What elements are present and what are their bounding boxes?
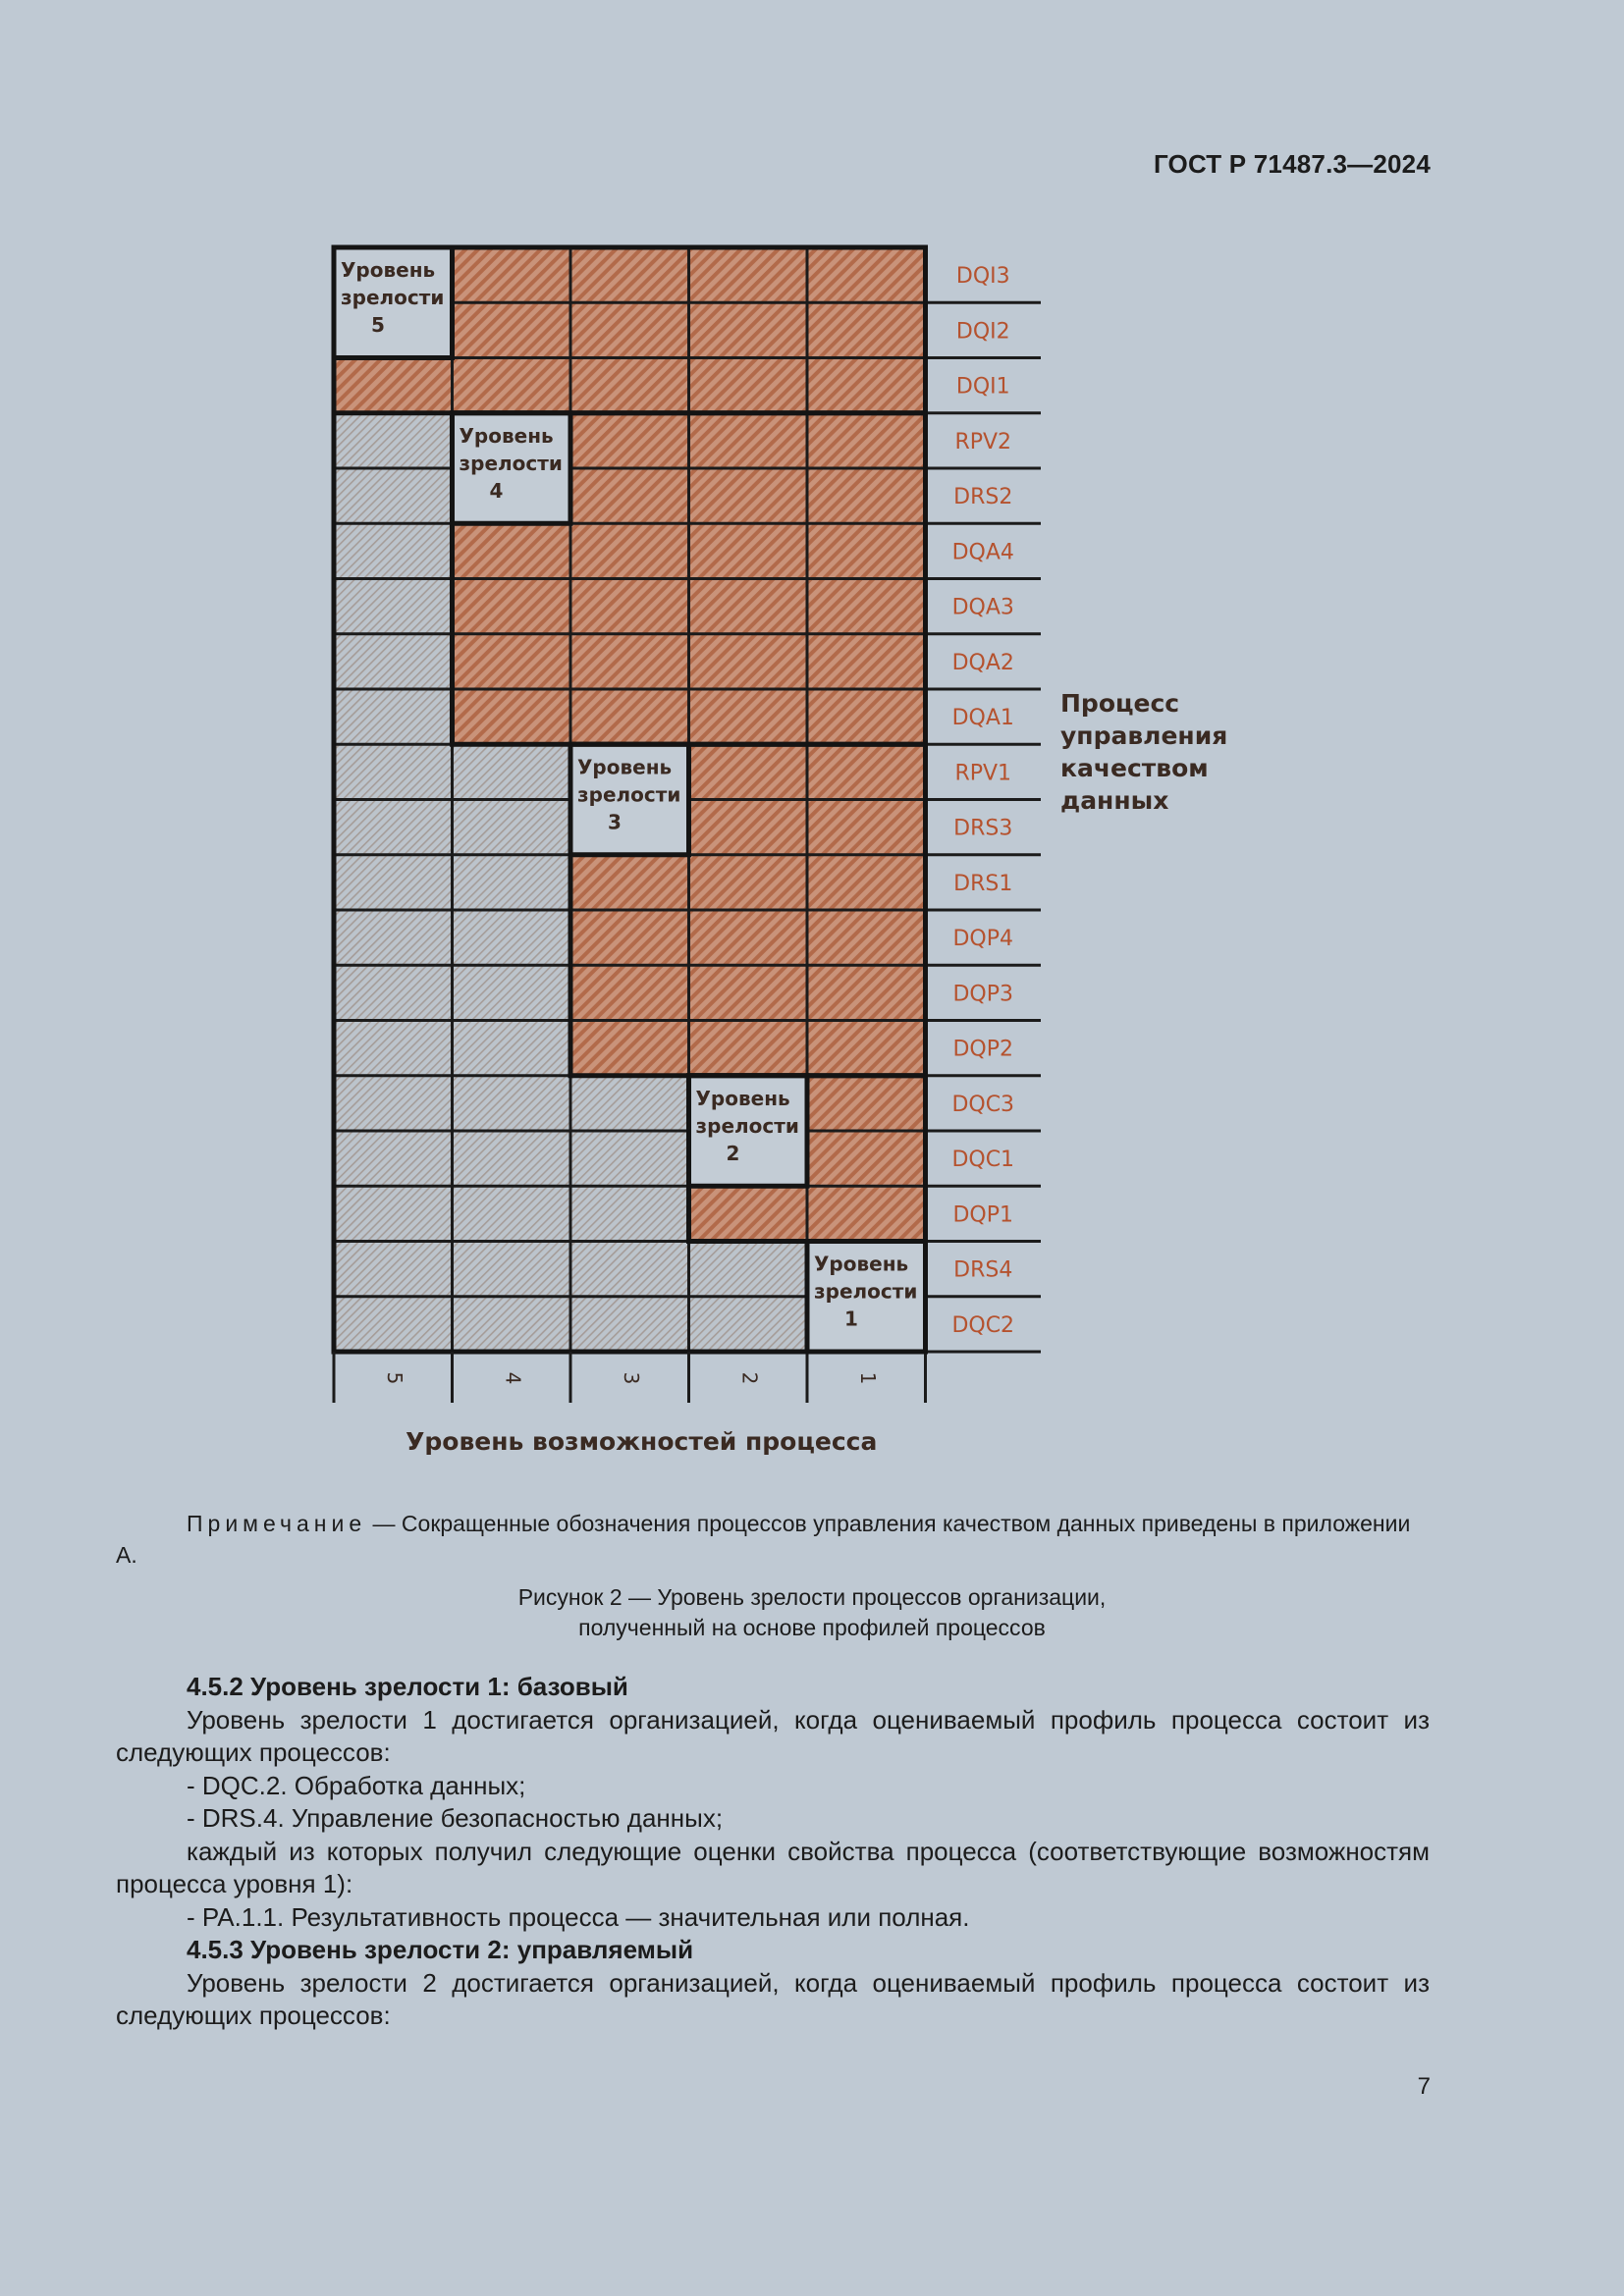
- row-label-RPV1: RPV1: [954, 761, 1012, 786]
- cell-DQI2-level-4: [453, 302, 571, 357]
- cell-DQA1-level-2: [689, 689, 808, 744]
- cell-DQP1-level-1: [807, 1186, 926, 1241]
- caption-line-2: полученный на основе профилей процессов: [578, 1615, 1046, 1640]
- y-axis-title-line: управления: [1060, 721, 1228, 750]
- cell-DQA4-level-1: [807, 523, 926, 578]
- maturity-level-4-number: 4: [489, 478, 504, 503]
- maturity-level-2-label-line-2: зрелости: [695, 1113, 799, 1138]
- cell-RPV2-level-3: [570, 413, 689, 468]
- cell-DQA3-level-4: [453, 579, 571, 634]
- x-tick-label-2: 2: [737, 1371, 762, 1385]
- cell-DRS2-level-3: [570, 468, 689, 523]
- caption-line-1: Рисунок 2 — Уровень зрелости процессов организации,: [517, 1584, 1107, 1610]
- cell-DRS4-level-3: [570, 1242, 689, 1297]
- cell-DQA2-level-2: [689, 634, 808, 689]
- body-text: [116, 1671, 1430, 2033]
- cell-DQC3-level-1: [807, 1076, 926, 1131]
- cell-DQC3-level-3: [570, 1076, 689, 1131]
- cell-DQP3-level-2: [689, 965, 808, 1020]
- cell-DRS4-level-2: [689, 1242, 808, 1297]
- maturity-level-1-label-line-2: зрелости: [814, 1279, 918, 1304]
- cell-DQI1-level-4: [453, 358, 571, 413]
- maturity-level-3-number: 3: [608, 810, 622, 834]
- cell-DQP4-level-3: [570, 910, 689, 965]
- section-4-5-3-paragraph-1: Уровень зрелости 2 достигается организацией, когда оцениваемый профиль процесса состоит из следующих процессов:: [116, 1967, 1430, 2030]
- section-4-5-2-title: 4.5.2 Уровень зрелости 1: базовый: [187, 1672, 628, 1701]
- cell-DQI1-level-3: [570, 358, 689, 413]
- cell-DRS1-level-5: [334, 855, 453, 910]
- cell-RPV2-level-2: [689, 413, 808, 468]
- cell-DQA3-level-1: [807, 579, 926, 634]
- cell-DQA2-level-1: [807, 634, 926, 689]
- cell-DQP3-level-4: [453, 965, 571, 1020]
- row-label-DQP4: DQP4: [952, 927, 1014, 952]
- x-axis-title: Уровень возможностей процесса: [406, 1427, 878, 1456]
- row-label-DQI3: DQI3: [955, 264, 1010, 290]
- row-label-DQP2: DQP2: [952, 1037, 1014, 1062]
- cell-DQI3-level-2: [689, 247, 808, 302]
- y-axis-title-line: качеством: [1060, 754, 1209, 782]
- list-item-pa11: - PA.1.1. Результативность процесса — значительная или полная.: [187, 1901, 970, 1932]
- cell-DQC3-level-4: [453, 1076, 571, 1131]
- cell-DQI1-level-2: [689, 358, 808, 413]
- cell-DRS1-level-2: [689, 855, 808, 910]
- cell-DRS2-level-1: [807, 468, 926, 523]
- maturity-level-3-label-line-2: зрелости: [577, 782, 681, 807]
- page-number: 7: [1417, 2073, 1431, 2100]
- x-tick-label-1: 1: [855, 1371, 880, 1385]
- row-label-DQA3: DQA3: [951, 595, 1014, 620]
- cell-DQA4-level-4: [453, 523, 571, 578]
- cell-RPV1-level-5: [334, 744, 453, 799]
- cell-RPV1-level-2: [689, 744, 808, 799]
- cell-DQC3-level-5: [334, 1076, 453, 1131]
- cell-DQP2-level-5: [334, 1021, 453, 1076]
- x-tick-label-5: 5: [382, 1371, 406, 1385]
- cell-DQP4-level-2: [689, 910, 808, 965]
- section-4-5-2-paragraph-1: Уровень зрелости 1 достигается организацией, когда оцениваемый профиль процесса состоит из следующих процессов:: [116, 1704, 1430, 1767]
- cell-DRS1-level-3: [570, 855, 689, 910]
- cell-DQA3-level-3: [570, 579, 689, 634]
- row-label-DQC3: DQC3: [951, 1092, 1015, 1117]
- cell-DQC1-level-5: [334, 1131, 453, 1186]
- cell-DRS2-level-5: [334, 468, 453, 523]
- row-label-DQC2: DQC2: [951, 1312, 1015, 1338]
- y-axis-title-line: Процесс: [1060, 689, 1180, 718]
- x-tick-label-4: 4: [501, 1371, 525, 1385]
- row-label-DRS2: DRS2: [953, 485, 1013, 510]
- row-label-DQI1: DQI1: [955, 374, 1010, 400]
- cell-DRS1-level-4: [453, 855, 571, 910]
- cell-DQI2-level-1: [807, 302, 926, 357]
- cell-DQI3-level-1: [807, 247, 926, 302]
- standard-header: ГОСТ Р 71487.3—2024: [1153, 149, 1431, 179]
- cell-DQA3-level-5: [334, 579, 453, 634]
- cell-DQP1-level-4: [453, 1186, 571, 1241]
- row-label-DQC1: DQC1: [951, 1148, 1015, 1173]
- cell-DQA1-level-5: [334, 689, 453, 744]
- cell-DQC1-level-3: [570, 1131, 689, 1186]
- maturity-level-5-number: 5: [371, 313, 385, 337]
- y-axis-title-line: данных: [1060, 786, 1169, 815]
- row-label-DRS4: DRS4: [953, 1257, 1013, 1283]
- row-label-DRS1: DRS1: [953, 871, 1013, 896]
- row-label-DQP3: DQP3: [952, 982, 1014, 1007]
- cell-DQI2-level-2: [689, 302, 808, 357]
- cell-DQP2-level-4: [453, 1021, 571, 1076]
- cell-DQP1-level-5: [334, 1186, 453, 1241]
- cell-DQA4-level-2: [689, 523, 808, 578]
- figure-caption: [0, 1582, 1624, 1643]
- cell-DQA1-level-1: [807, 689, 926, 744]
- cell-DQP3-level-5: [334, 965, 453, 1020]
- cell-DRS4-level-4: [453, 1242, 571, 1297]
- cell-DQP1-level-3: [570, 1186, 689, 1241]
- list-item-dqc2: - DQC.2. Обработка данных;: [187, 1770, 526, 1800]
- maturity-level-4-label-line-2: зрелости: [459, 451, 563, 475]
- cell-DQP2-level-1: [807, 1021, 926, 1076]
- cell-DQP4-level-5: [334, 910, 453, 965]
- cell-DQI1-level-1: [807, 358, 926, 413]
- maturity-level-4-label-line-1: Уровень: [459, 423, 554, 448]
- row-label-DQA1: DQA1: [951, 706, 1014, 731]
- cell-DQP2-level-3: [570, 1021, 689, 1076]
- cell-DQI3-level-4: [453, 247, 571, 302]
- cell-DQP1-level-2: [689, 1186, 808, 1241]
- maturity-level-3-label-line-1: Уровень: [577, 755, 673, 779]
- maturity-level-5-label-line-1: Уровень: [341, 258, 436, 282]
- row-label-DQA4: DQA4: [951, 540, 1014, 565]
- cell-DRS2-level-2: [689, 468, 808, 523]
- cell-DRS3-level-5: [334, 800, 453, 855]
- cell-DQP2-level-2: [689, 1021, 808, 1076]
- figure-note: [116, 1508, 1432, 1571]
- cell-DQA4-level-5: [334, 523, 453, 578]
- cell-DQC2-level-2: [689, 1297, 808, 1352]
- cell-DQC2-level-3: [570, 1297, 689, 1352]
- cell-DQP3-level-3: [570, 965, 689, 1020]
- row-label-DQP1: DQP1: [952, 1202, 1014, 1228]
- cell-DQP4-level-1: [807, 910, 926, 965]
- cell-DQI1-level-5: [334, 358, 453, 413]
- section-4-5-2-paragraph-2: каждый из которых получил следующие оценки свойства процесса (соответствующие возможностям процесса уровня 1):: [116, 1836, 1430, 1898]
- cell-DRS3-level-1: [807, 800, 926, 855]
- cell-DQC1-level-4: [453, 1131, 571, 1186]
- note-label: Примечание: [187, 1511, 367, 1536]
- section-4-5-3-title: 4.5.3 Уровень зрелости 2: управляемый: [187, 1935, 694, 1964]
- cell-DQP4-level-4: [453, 910, 571, 965]
- cell-RPV1-level-4: [453, 744, 571, 799]
- cell-DQA1-level-4: [453, 689, 571, 744]
- cell-DQC2-level-5: [334, 1297, 453, 1352]
- cell-DRS3-level-2: [689, 800, 808, 855]
- cell-DQP3-level-1: [807, 965, 926, 1020]
- row-label-RPV2: RPV2: [954, 429, 1012, 454]
- cell-RPV1-level-1: [807, 744, 926, 799]
- cell-DQA4-level-3: [570, 523, 689, 578]
- maturity-level-1-number: 1: [844, 1307, 858, 1331]
- list-item-drs4: - DRS.4. Управление безопасностью данных;: [187, 1803, 724, 1833]
- cell-DQI2-level-3: [570, 302, 689, 357]
- cell-DQA2-level-4: [453, 634, 571, 689]
- cell-RPV2-level-5: [334, 413, 453, 468]
- row-label-DRS3: DRS3: [953, 816, 1013, 841]
- cell-DQA3-level-2: [689, 579, 808, 634]
- cell-DQA2-level-3: [570, 634, 689, 689]
- cell-DRS4-level-5: [334, 1242, 453, 1297]
- cell-RPV2-level-1: [807, 413, 926, 468]
- row-label-DQI2: DQI2: [955, 319, 1010, 345]
- maturity-level-5-label-line-2: зрелости: [341, 286, 445, 309]
- note-text: — Сокращенные обозначения процессов управления качеством данных приведены в приложении А.: [116, 1511, 1411, 1568]
- cell-DQC1-level-1: [807, 1131, 926, 1186]
- cell-DQC2-level-4: [453, 1297, 571, 1352]
- row-label-DQA2: DQA2: [951, 650, 1014, 675]
- maturity-level-2-label-line-1: Уровень: [695, 1086, 790, 1110]
- cell-DQI3-level-3: [570, 247, 689, 302]
- maturity-level-1-label-line-1: Уровень: [814, 1252, 909, 1276]
- cell-DRS1-level-1: [807, 855, 926, 910]
- cell-DQA2-level-5: [334, 634, 453, 689]
- maturity-level-2-number: 2: [726, 1141, 740, 1165]
- cell-DQA1-level-3: [570, 689, 689, 744]
- x-tick-label-3: 3: [619, 1371, 643, 1385]
- cell-DRS3-level-4: [453, 800, 571, 855]
